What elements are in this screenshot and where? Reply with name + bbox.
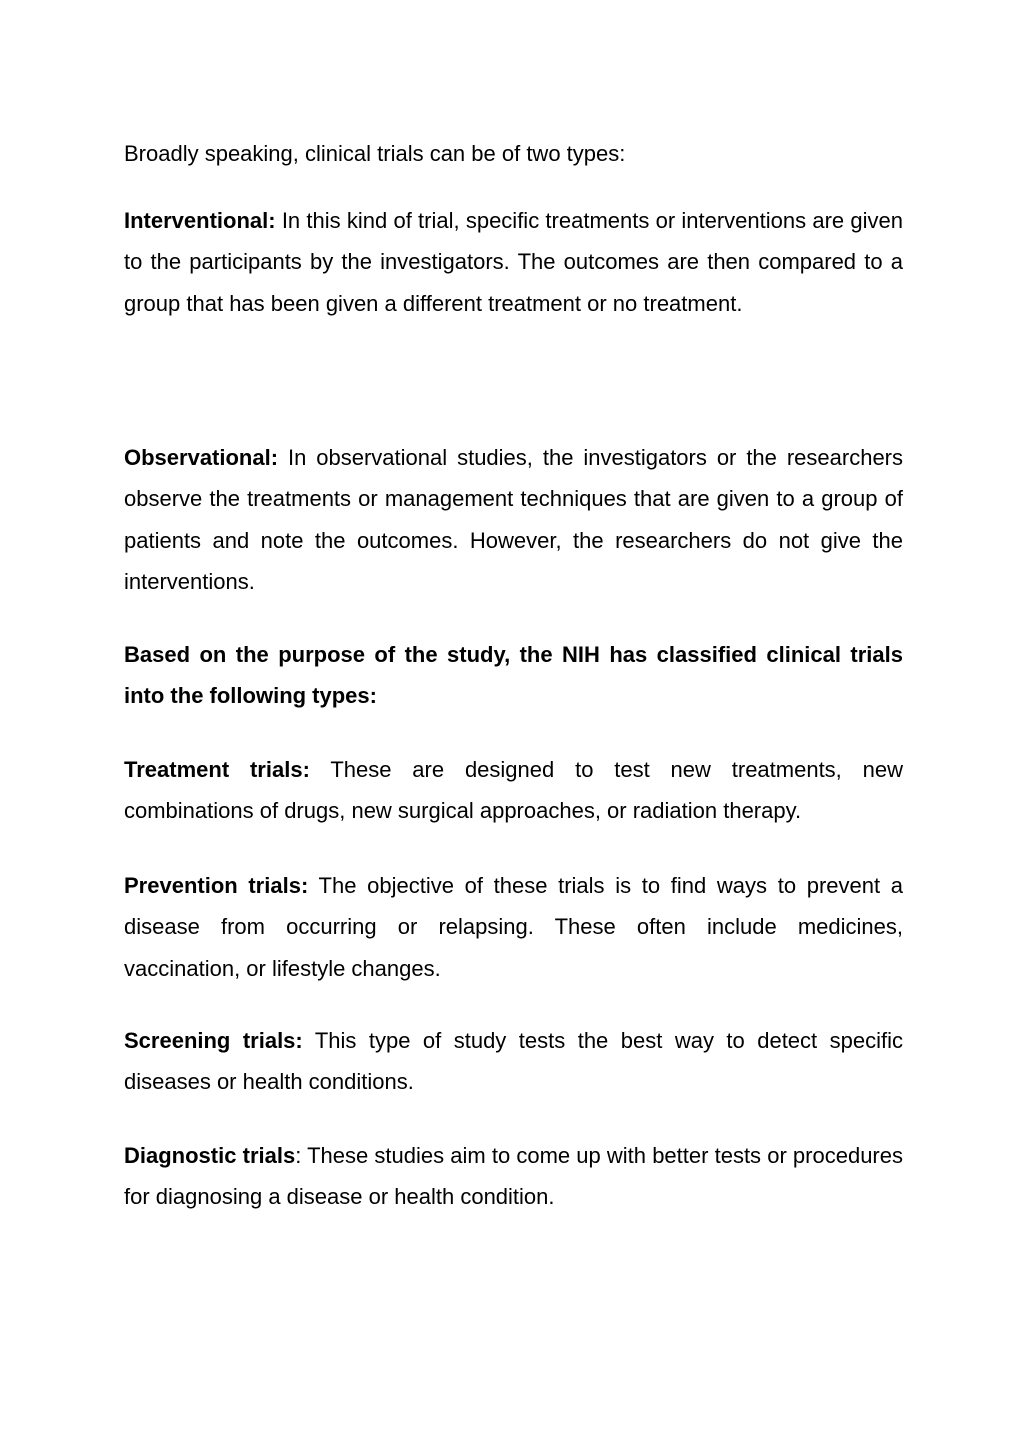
diagnostic-trials-text: : These studies aim to come up with better tests or procedures for diagnosing a disease or health condition. xyxy=(124,1143,903,1210)
diagnostic-trials-paragraph xyxy=(124,1135,903,1218)
observational-term: Observational: xyxy=(124,445,279,470)
diagnostic-trials-term: Diagnostic trials xyxy=(124,1143,296,1168)
observational-text: In observational studies, the investigators or the researchers observe the treatments or management techniques that are given to a group of patients and note the outcomes. However, the researchers do not give the interventions. xyxy=(124,445,903,594)
prevention-trials-text: The objective of these trials is to find ways to prevent a disease from occurring or relapsing. These often include medicines, vaccination, or lifestyle changes. xyxy=(124,873,903,981)
treatment-trials-paragraph xyxy=(124,749,903,832)
prevention-trials-paragraph xyxy=(124,865,903,989)
screening-trials-term: Screening trials: xyxy=(124,1028,303,1053)
intro-paragraph: Broadly speaking, clinical trials can be of two types: xyxy=(124,141,626,166)
treatment-trials-term: Treatment trials: xyxy=(124,757,310,782)
screening-trials-text: This type of study tests the best way to detect specific diseases or health conditions. xyxy=(124,1028,903,1095)
prevention-trials-term: Prevention trials: xyxy=(124,873,309,898)
interventional-text: In this kind of trial, specific treatments or interventions are given to the participants by the investigators. The outcomes are then compared to a group that has been given a different treatment or no treatment. xyxy=(124,208,903,316)
observational-paragraph xyxy=(124,437,903,602)
treatment-trials-text: These are designed to test new treatments, new combinations of drugs, new surgical approaches, or radiation therapy. xyxy=(124,757,903,824)
interventional-paragraph xyxy=(124,200,903,324)
interventional-term: Interventional: xyxy=(124,208,276,233)
nih-classification-heading: Based on the purpose of the study, the NIH has classified clinical trials into the following types: xyxy=(124,642,903,709)
screening-trials-paragraph xyxy=(124,1020,903,1103)
